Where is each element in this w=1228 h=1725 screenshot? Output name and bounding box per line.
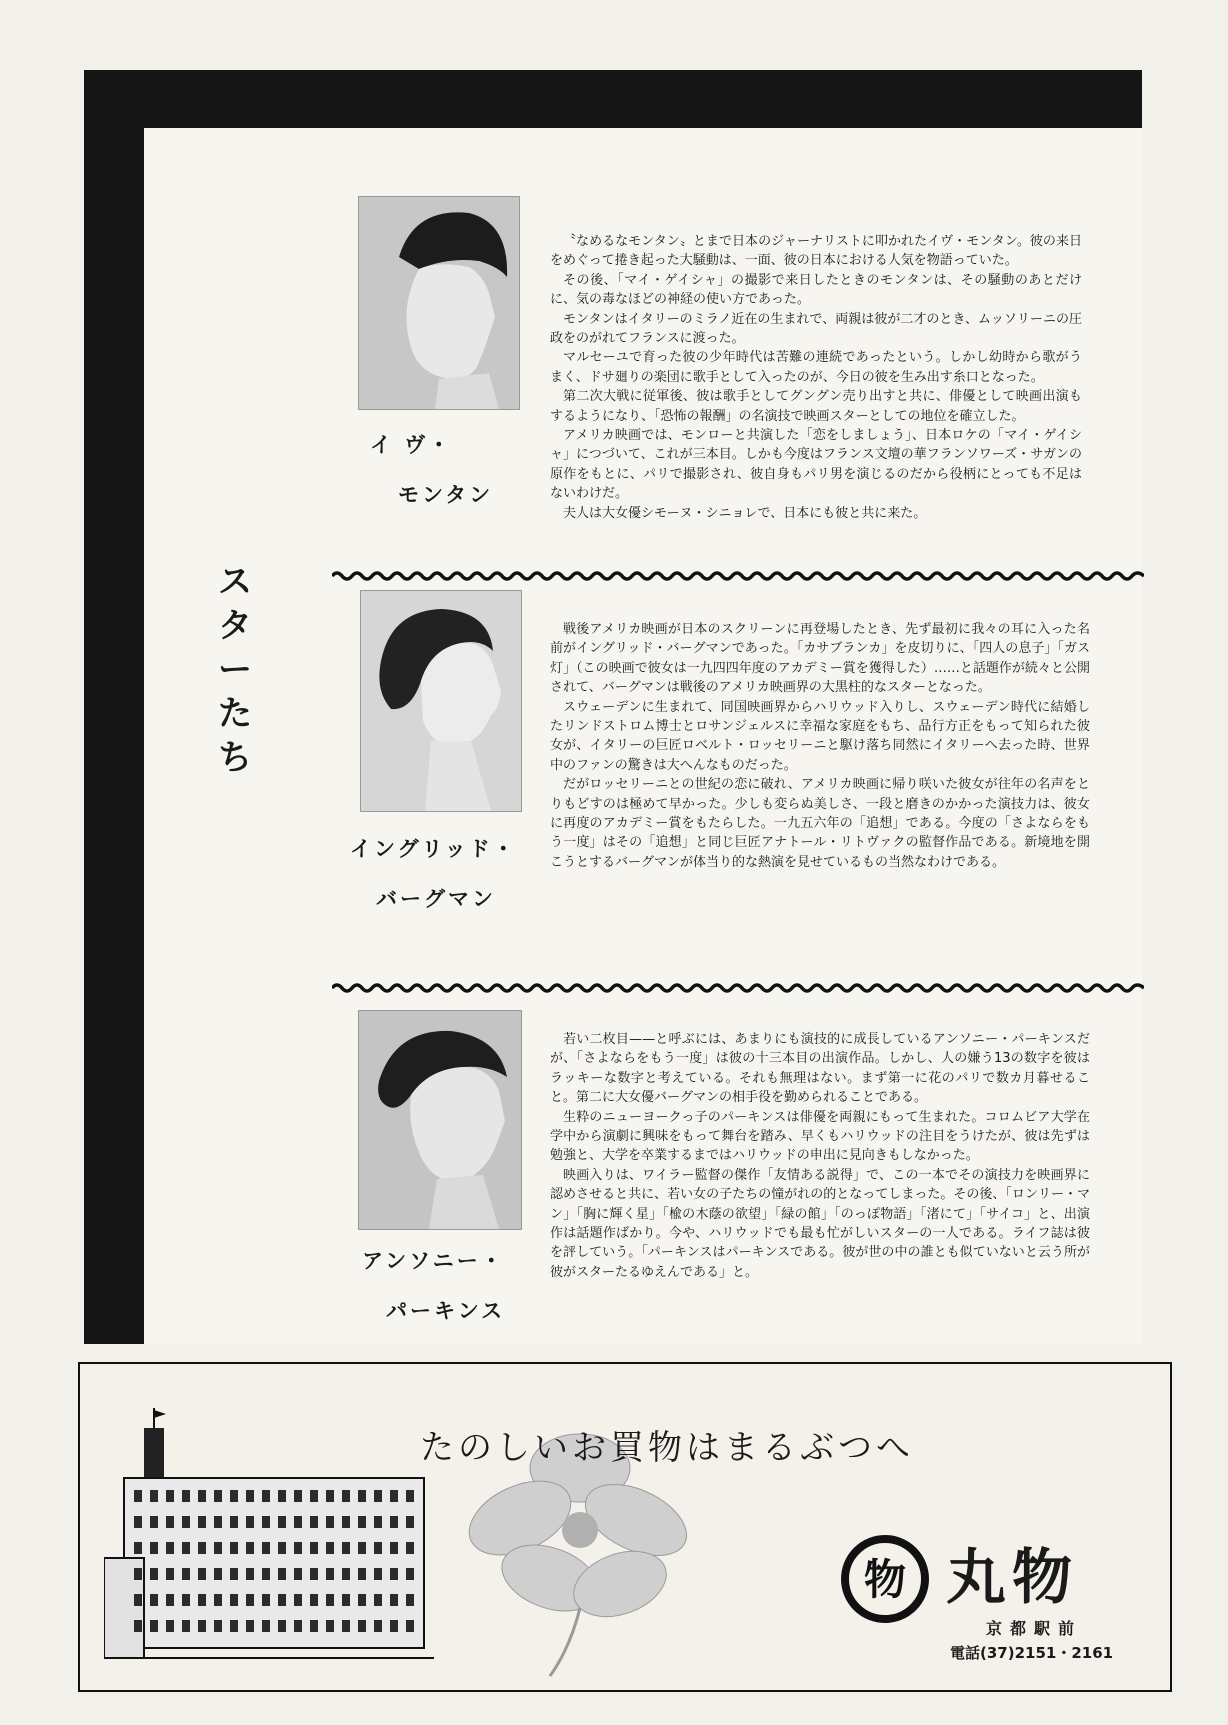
advertisement-box	[78, 1362, 1172, 1692]
bio-paragraph: スウェーデンに生まれて、同国映画界からハリウッド入りし、スウェーデン時代に結婚したリンドストロム博士とロサンジェルスに幸福な家庭をもち、品行方正をもって知られた彼女が、イタリーの巨匠ロベルト・ロッセリーニと駆け落ち同然にイタリーへ去った時、世界中のファンの驚きは大へんなものだった。	[550, 699, 1090, 773]
frame-left-bar	[84, 70, 144, 1344]
star-name-perkins	[362, 1236, 505, 1336]
star-name-bergman	[350, 824, 517, 924]
bio-paragraph: モンタンはイタリーのミラノ近在の生まれで、両親は彼が二才のとき、ムッソリーニの圧政をのがれてフランスに渡った。	[550, 311, 1082, 347]
portrait-bergman-image	[361, 591, 521, 811]
wavy-divider	[332, 982, 1144, 994]
marubutsu-logo-icon	[840, 1534, 930, 1624]
section-title: スターたち	[218, 562, 252, 778]
bio-paragraph: その後、「マイ・ゲイシャ」の撮影で来日したときのモンタンは、その騒動のあとだけに、気の毒なほどの神経の使い方であった。	[550, 272, 1082, 308]
star-name-line: パーキンス	[386, 1299, 506, 1323]
star-name-line: イ ヴ・	[370, 433, 453, 457]
star-name-line: アンソニー・	[362, 1249, 505, 1273]
bio-paragraph: だがロッセリーニとの世紀の恋に破れ、アメリカ映画に帰り咲いた彼女が往年の名声をとりもどすのは極めて早かった。少しも変らぬ美しさ、一段と磨きのかかった演技力は、彼女に再度のアカデミー賞をもたらした。一九五六年の「追想」である。今度の「さよならをもう一度」はその「追想」と同じ巨匠アナトール・リトヴァクの監督作品である。新境地を開こうとするバーグマンが体当り的な熱演を見せているもの当然なわけである。	[550, 777, 1090, 870]
bio-paragraph: 若い二枚目——と呼ぶには、あまりにも演技的に成長しているアンソニー・パーキンスだが、「さよならをもう一度」は彼の十三本目の出演作品。しかし、人の嫌う13の数字を彼はラッキーな数字と考えている。それも無理はない。まず第一に花のパリで数カ月暮せること。第二に大女優バーグマンの相手役を勤められることである。	[550, 1032, 1090, 1106]
bio-paragraph: 映画入りは、ワイラー監督の傑作「友情ある説得」で、この一本でその演技力を映画界に認めさせると共に、若い女の子たちの憧がれの的となってしまった。その後、「ロンリー・マン」「胸に輝く星」「楡の木蔭の欲望」「緑の館」「のっぽ物語」「渚にて」「サイコ」と、出演作は話題作ばかり。今や、ハリウッドでも最も忙がしいスターの一人である。ライフ誌は彼を評していう。「パーキンスはパーキンスである。彼が世の中の誰とも似ていないと云う所が彼がスターたるゆえんである」と。	[550, 1167, 1090, 1280]
ad-brand-name: 丸物	[946, 1543, 1078, 1613]
star-bio-montand	[550, 232, 1082, 523]
star-name-line: イングリッド・	[350, 837, 517, 861]
bio-paragraph: 第二次大戦に従軍後、彼は歌手としてグングン売り出すと共に、俳優として映画出演もするようになり、「恐怖の報酬」の名演技で映画スターとしての地位を確立した。	[550, 389, 1082, 424]
portrait-montand-image	[359, 197, 519, 409]
star-bio-bergman	[550, 620, 1090, 872]
bio-paragraph: マルセーユで育った彼の少年時代は苦難の連続であったという。しかし幼時から歌がうまく、ドサ廻りの楽団に歌手として入ったのが、今日の彼を生み出す糸口となった。	[550, 350, 1082, 385]
department-store-building-icon	[104, 1408, 444, 1678]
portrait-photo-montand	[358, 196, 520, 410]
portrait-perkins-image	[359, 1011, 521, 1229]
portrait-photo-perkins	[358, 1010, 522, 1230]
bio-paragraph: 〝なめるなモンタン〟とまで日本のジャーナリストに叩かれたイヴ・モンタン。彼の来日をめぐって捲き起った大騒動は、一面、彼の日本における人気を物語っていた。	[550, 234, 1082, 269]
ad-location: 京都駅前	[986, 1619, 1083, 1638]
portrait-photo-bergman	[360, 590, 522, 812]
ad-phone: 電話(37)2151・2161	[950, 1644, 1114, 1662]
frame-top-bar	[84, 70, 1142, 128]
ad-slogan: たのしいお買物はまるぶつへ	[420, 1428, 914, 1468]
bio-paragraph: アメリカ映画では、モンローと共演した「恋をしましょう」、日本ロケの「マイ・ゲイシャ」につづいて、これが三本目。しかも今度はフランス文壇の華フランソワーズ・サガンの原作をもとに、パリで撮影され、彼自身もパリ男を演じるのだから役柄にとっても不足はないわけだ。	[550, 428, 1082, 502]
star-bio-perkins	[550, 1030, 1090, 1282]
bio-paragraph: 生粋のニューヨークっ子のパーキンスは俳優を両親にもって生まれた。コロムビア大学在学中から演劇に興味をもって舞台を踏み、早くもハリウッドの注目をうけたが、彼は先ずは勉強と、大学を卒業するまではハリウッドの申出に見向きもしなかった。	[550, 1109, 1090, 1164]
logo-char: 物	[863, 1555, 907, 1604]
star-name-montand	[370, 420, 493, 520]
star-name-line: モンタン	[398, 483, 494, 507]
star-name-line: バーグマン	[376, 887, 496, 911]
bio-paragraph: 夫人は大女優シモーヌ・シニョレで、日本にも彼と共に来た。	[563, 505, 927, 521]
bio-paragraph: 戦後アメリカ映画が日本のスクリーンに再登場したとき、先ず最初に我々の耳に入った名前がイングリッド・バーグマンであった。「カサブランカ」を皮切りに、「四人の息子」「ガス灯」（この映画で彼女は一九四四年度のアカデミー賞を獲得した）……と話題作が続々と公開されて、バーグマンは戦後のアメリカ映画界の大黒柱的なスターとなった。	[550, 622, 1090, 696]
wavy-divider	[332, 570, 1144, 582]
